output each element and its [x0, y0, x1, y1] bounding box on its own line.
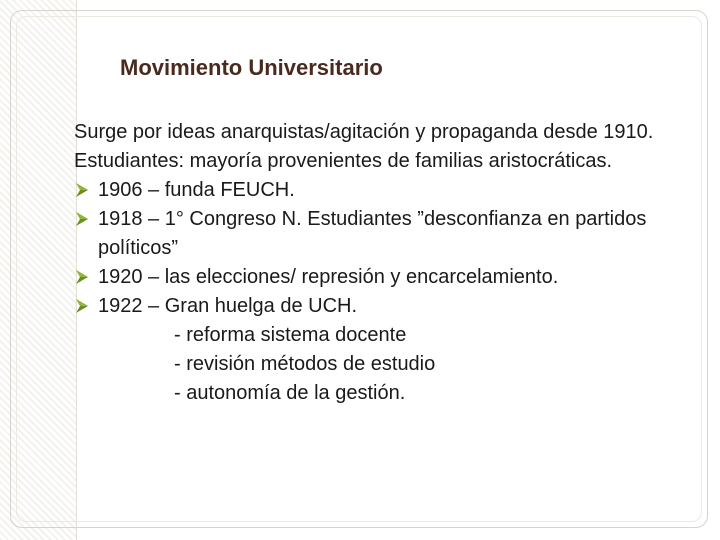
- sub-item: - autonomía de la gestión.: [174, 382, 406, 404]
- arrow-bullet-icon: [74, 182, 90, 198]
- arrow-bullet-icon: [74, 298, 90, 314]
- bullet-item: [74, 176, 704, 205]
- arrow-bullet-icon: [74, 269, 90, 285]
- sub-item: - reforma sistema docente: [174, 324, 407, 346]
- sub-item: - revisión métodos de estudio: [174, 353, 436, 375]
- arrow-bullet-icon: [74, 211, 90, 227]
- paragraph-students: Estudiantes: mayoría provenientes de familias aristocráticas.: [74, 150, 613, 172]
- bullet-text: 1918 – 1° Congreso N. Estudiantes ”desconfianza en partidos políticos”: [98, 208, 647, 259]
- bullet-text: 1922 – Gran huelga de UCH.: [98, 295, 358, 317]
- slide-body: [74, 118, 704, 408]
- paragraph-origin: Surge por ideas anarquistas/agitación y propaganda desde 1910.: [74, 121, 654, 143]
- bullet-item: [74, 263, 704, 292]
- bullet-item: [74, 205, 704, 263]
- bullet-text: 1906 – funda FEUCH.: [98, 179, 295, 201]
- slide-title: Movimiento Universitario: [120, 55, 383, 80]
- bullet-text: 1920 – las elecciones/ represión y encarcelamiento.: [98, 266, 559, 288]
- bullet-item: [74, 292, 704, 321]
